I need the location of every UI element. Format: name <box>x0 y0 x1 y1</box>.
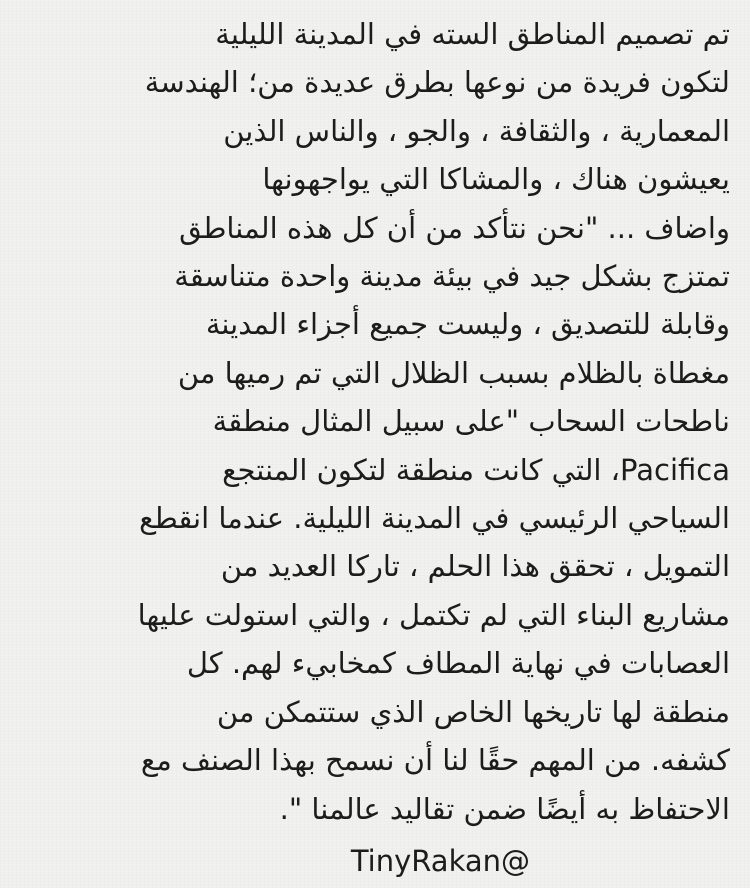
note-line: الاحتفاظ به أيضًا ضمن تقاليد عالمنا ". <box>279 791 730 826</box>
note-line: منطقة لها تاريخها الخاص الذي ستتمكن من <box>216 694 730 729</box>
note-line: المعمارية ، والثقافة ، والجو ، والناس الذين <box>223 113 730 148</box>
note-line: تمتزج بشكل جيد في بيئة مدينة واحدة متناسقة <box>174 259 730 294</box>
note-line: كشفه. من المهم حقًا لنا أن نسمح بهذا الصنف مع <box>140 743 730 778</box>
note-line: واضاف ... "نحن نتأكد من أن كل هذه المناطق <box>179 210 730 245</box>
note-body <box>14 10 730 833</box>
note-line: تم تصميم المناطق السته في المدينة الليلية <box>215 17 730 51</box>
note-line: مشاريع البناء التي لم تكتمل ، والتي استولت عليها <box>137 597 730 632</box>
note-line: يعيشون هناك ، والمشاكا التي يواجهونها <box>262 162 730 197</box>
note-line: وقابلة للتصديق ، وليست جميع أجزاء المدينة <box>205 307 730 342</box>
note-line: التمويل ، تحقق هذا الحلم ، تاركا العديد من <box>220 549 730 584</box>
note-line: العصابات في نهاية المطاف كمخابيء لهم. كل <box>186 646 730 681</box>
note-line: مغطاة بالظلام بسبب الظلال التي تم رميها من <box>177 355 730 390</box>
note-line: لتكون فريدة من نوعها بطرق عديدة من؛ الهندسة <box>144 65 730 100</box>
note-line: السياحي الرئيسي في المدينة الليلية. عندما انقطع <box>139 501 730 536</box>
note-line: ناطحات السحاب "على سبيل المثال منطقة <box>212 404 730 439</box>
author-signature: TinyRakan@ <box>350 844 530 878</box>
note-line: Pacifica، التي كانت منطقة لتكون المنتجع <box>222 452 730 487</box>
